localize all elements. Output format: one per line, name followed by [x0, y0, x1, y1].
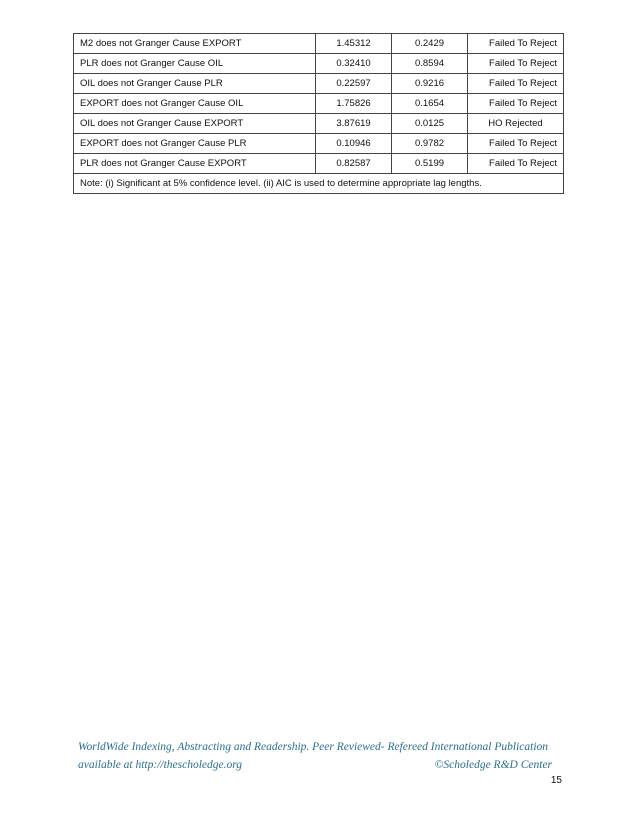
probability-cell: 0.2429	[392, 34, 468, 54]
granger-causality-table	[73, 33, 564, 194]
probability-cell: 0.5199	[392, 154, 468, 174]
f-statistic-cell: 0.10946	[316, 134, 392, 154]
hypothesis-cell: M2 does not Granger Cause EXPORT	[74, 34, 316, 54]
table-row	[74, 74, 564, 94]
page-footer	[78, 738, 558, 774]
hypothesis-cell: OIL does not Granger Cause EXPORT	[74, 114, 316, 134]
table-row	[74, 154, 564, 174]
table-row	[74, 114, 564, 134]
footer-second-line	[78, 756, 558, 774]
table-row	[74, 134, 564, 154]
table-row	[74, 54, 564, 74]
footer-availability-text: available at http://thescholedge.org	[78, 759, 243, 771]
probability-cell: 0.9216	[392, 74, 468, 94]
decision-cell: Failed To Reject	[468, 54, 564, 74]
decision-cell: Failed To Reject	[468, 134, 564, 154]
hypothesis-cell: OIL does not Granger Cause PLR	[74, 74, 316, 94]
f-statistic-cell: 1.45312	[316, 34, 392, 54]
footer-copyright: ©Scholedge R&D Center	[434, 759, 552, 771]
table-note: Note: (i) Significant at 5% confidence level. (ii) AIC is used to determine appropriate lag lengths.	[74, 174, 564, 194]
hypothesis-cell: PLR does not Granger Cause EXPORT	[74, 154, 316, 174]
table-row	[74, 34, 564, 54]
probability-cell: 0.8594	[392, 54, 468, 74]
probability-cell: 0.0125	[392, 114, 468, 134]
decision-cell: HO Rejected	[468, 114, 564, 134]
hypothesis-cell: PLR does not Granger Cause OIL	[74, 54, 316, 74]
decision-cell: Failed To Reject	[468, 154, 564, 174]
f-statistic-cell: 3.87619	[316, 114, 392, 134]
probability-cell: 0.1654	[392, 94, 468, 114]
table-row	[74, 94, 564, 114]
probability-cell: 0.9782	[392, 134, 468, 154]
decision-cell: Failed To Reject	[468, 34, 564, 54]
f-statistic-cell: 0.82587	[316, 154, 392, 174]
decision-cell: Failed To Reject	[468, 94, 564, 114]
hypothesis-cell: EXPORT does not Granger Cause PLR	[74, 134, 316, 154]
decision-cell: Failed To Reject	[468, 74, 564, 94]
f-statistic-cell: 0.32410	[316, 54, 392, 74]
footer-publication-line: WorldWide Indexing, Abstracting and Readership. Peer Reviewed- Refereed International Publication	[78, 741, 549, 753]
hypothesis-cell: EXPORT does not Granger Cause OIL	[74, 94, 316, 114]
page-number: 15	[550, 775, 562, 786]
f-statistic-cell: 1.75826	[316, 94, 392, 114]
table-note-row	[74, 174, 564, 194]
f-statistic-cell: 0.22597	[316, 74, 392, 94]
